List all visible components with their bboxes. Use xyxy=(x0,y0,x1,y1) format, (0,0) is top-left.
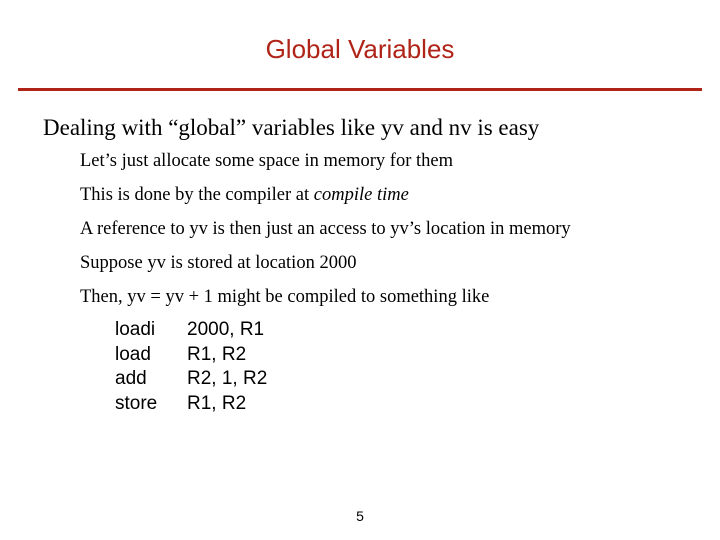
code-args: R1, R2 xyxy=(187,343,247,365)
sub-bullet-reference: A reference to yv is then just an access to yv’s location in memory xyxy=(80,219,571,239)
compile-time-emphasis: compile time xyxy=(313,185,409,205)
sub-bullet-allocate: Let’s just allocate some space in memory for them xyxy=(80,151,453,171)
code-args: R2, 1, R2 xyxy=(187,368,268,389)
code-op: loadi xyxy=(115,319,156,340)
code-args: R1, R2 xyxy=(187,392,247,414)
code-args: 2000, R1 xyxy=(187,319,265,340)
sub-bullet-text: This is done by the compiler at xyxy=(80,185,314,205)
sub-bullet-compile-time xyxy=(80,185,409,206)
code-line xyxy=(115,343,267,368)
code-op: load xyxy=(115,343,151,365)
code-line xyxy=(115,367,267,392)
code-op: store xyxy=(115,392,158,414)
main-bullet: Dealing with “global” variables like yv and nv is easy xyxy=(43,115,540,140)
code-op: add xyxy=(115,368,147,389)
code-line xyxy=(115,318,267,343)
title-divider xyxy=(18,88,702,91)
slide-title: Global Variables xyxy=(265,34,455,64)
sub-bullet-compiled: Then, yv = yv + 1 might be compiled to something like xyxy=(80,287,490,307)
sub-bullet-location: Suppose yv is stored at location 2000 xyxy=(80,253,357,273)
code-line xyxy=(115,392,267,417)
page-number: 5 xyxy=(356,508,364,524)
assembly-code-block xyxy=(115,318,267,416)
